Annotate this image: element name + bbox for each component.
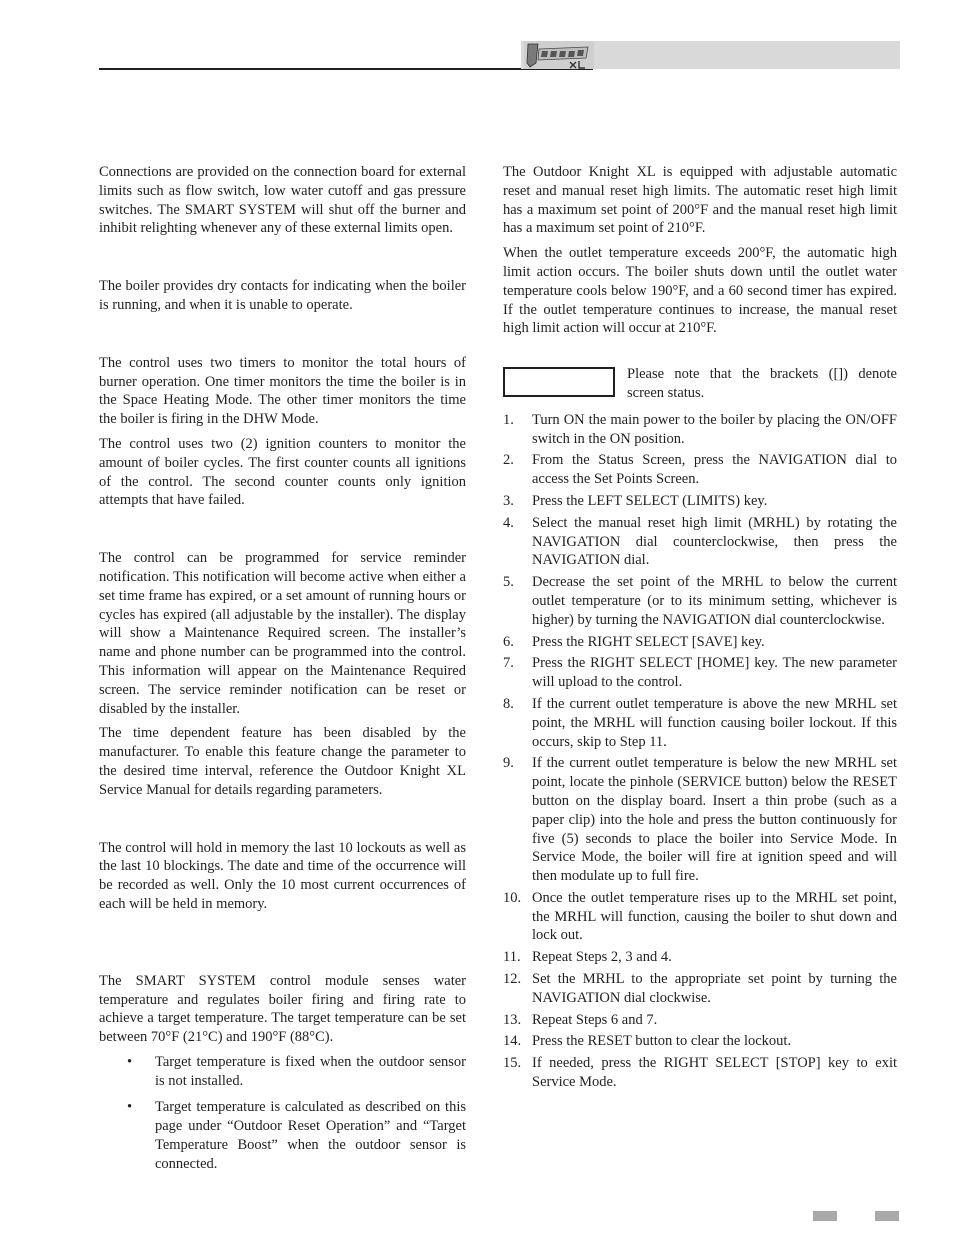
error-logging-paragraph: The control will hold in memory the last 10 lockouts as well as the last 10 blockings. The date and time of the occurrence will be recorded as well. Only the 10 most current occurrences of each will be held in memory. — [99, 839, 466, 912]
footer-tab-right — [875, 1211, 899, 1221]
step-number: 8. — [503, 695, 514, 712]
ignition-counters-paragraph: The control uses two (2) ignition counters to monitor the amount of boiler cycles. The first counter counts all ignitions of the control. The second counter counts only ignition attempts that have failed. — [99, 435, 466, 509]
step-number: 6. — [503, 633, 514, 650]
step-text: Repeat Steps 2, 3 and 4. — [532, 949, 672, 966]
header-rule — [99, 68, 593, 70]
high-limits-paragraph: The Outdoor Knight XL is equipped with adjustable automatic reset and manual reset high limits. The automatic reset high limit has a maximum set point of 200°F and the manual reset high limit has a maximum set point of 210°F. — [503, 164, 897, 237]
step-text: Press the LEFT SELECT (LIMITS) key. — [532, 492, 768, 509]
step-item — [503, 889, 897, 945]
step-item — [503, 1054, 897, 1092]
target-temperature-bullets — [99, 1053, 466, 1174]
service-reminder-paragraph: The control can be programmed for service reminder notification. This notification will become active when either a set time frame has expired, or a set amount of running hours or cycles has expired (all adjustable by the installer). The display will show a Maintenance Required screen. The installer’s name and phone number can be programmed into the control. This information will appear on the Maintenance Required screen. The service reminder notification can be reset or disabled by the installer. — [99, 550, 466, 717]
step-text: Decrease the set point of the MRHL to below the current outlet temperature (or to its minimum setting, whichever is higher) by turning the NAVIGATION dial counterclockwise. — [532, 574, 897, 628]
bullet-mark: • — [127, 1053, 133, 1070]
bullet-item — [99, 1053, 466, 1091]
step-item — [503, 492, 897, 511]
step-item — [503, 948, 897, 967]
step-number: 14. — [503, 1033, 522, 1050]
step-item — [503, 633, 897, 652]
step-text: Press the RESET button to clear the lockout. — [532, 1033, 792, 1050]
step-number: 13. — [503, 1011, 522, 1028]
high-limit-action-paragraph: When the outlet temperature exceeds 200°F, the automatic high limit action occurs. The boiler shuts down until the outlet water temperature cools below 190°F, and a 60 second timer has expired. If the outlet temperature continues to increase, the manual reset high limit action will occur at 210°F. — [503, 245, 897, 337]
bullet-text: Target temperature is calculated as described on this page under “Outdoor Reset Operation” and “Target Temperature Boost” when the outdoor sensor is connected. — [155, 1099, 466, 1172]
step-text: If the current outlet temperature is above the new MRHL set point, the MRHL will function causing boiler lockout. If this occurs, skip to Step 11. — [532, 695, 897, 750]
notice-label-box — [503, 367, 615, 397]
step-number: 1. — [503, 411, 514, 428]
step-number: 3. — [503, 492, 514, 509]
run-time-timers-paragraph: The control uses two timers to monitor the total hours of burner operation. One timer monitors the time the boiler is in the Space Heating Mode. The other timer monitors the time the boiler is firing in the DHW Mode. — [99, 354, 466, 428]
step-text: If needed, press the RIGHT SELECT [STOP] key to exit Service Mode. — [532, 1055, 897, 1091]
step-text: From the Status Screen, press the NAVIGATION dial to access the Set Points Screen. — [532, 452, 897, 488]
right-column — [503, 163, 897, 1095]
step-item — [503, 1011, 897, 1030]
notice-text: Please note that the brackets ([]) denote screen status. — [627, 366, 897, 401]
step-number: 15. — [503, 1055, 522, 1072]
step-item — [503, 754, 897, 886]
step-item — [503, 411, 897, 449]
step-text: If the current outlet temperature is below the new MRHL set point, locate the pinhole (SERVICE button) below the RESET button on the display board. Insert a thin probe (such as a paper clip) into the hole and press the button continuously for five (5) seconds to place the boiler into Service Mode. In Service Mode, the boiler will fire at ignition speed and will then modulate up to full fire. — [532, 755, 897, 885]
time-dependent-paragraph: The time dependent feature has been disabled by the manufacturer. To enable this feature change the parameter to the desired time interval, reference the Outdoor Knight XL Service Manual for details regarding parameters. — [99, 725, 466, 798]
bullet-mark: • — [127, 1099, 133, 1116]
notice-block — [503, 365, 897, 403]
step-number: 4. — [503, 514, 514, 531]
footer-tab-left — [813, 1211, 837, 1221]
step-text: Once the outlet temperature rises up to the MRHL set point, the MRHL will function, causing the boiler to shut down and lock out. — [532, 889, 897, 944]
step-number: 7. — [503, 655, 514, 672]
step-item — [503, 573, 897, 629]
step-item — [503, 1032, 897, 1051]
bullet-text: Target temperature is fixed when the outdoor sensor is not installed. — [155, 1053, 466, 1089]
dry-contacts-paragraph: The boiler provides dry contacts for indicating when the boiler is running, and when it is unable to operate. — [99, 278, 466, 313]
step-item — [503, 514, 897, 570]
step-item — [503, 970, 897, 1008]
step-text: Press the RIGHT SELECT [SAVE] key. — [532, 633, 765, 650]
step-item — [503, 451, 897, 489]
step-text: Repeat Steps 6 and 7. — [532, 1011, 658, 1028]
knight-xl-logo — [524, 41, 594, 69]
step-number: 10. — [503, 889, 522, 906]
bullet-item — [99, 1098, 466, 1173]
target-temperature-paragraph: The SMART SYSTEM control module senses water temperature and regulates boiler firing and firing rate to achieve a target temperature. The target temperature can be set between 70°F (21°C) and 190°F (88°C). — [99, 972, 466, 1046]
step-number: 11. — [503, 949, 521, 966]
step-text: Set the MRHL to the appropriate set point by turning the NAVIGATION dial clockwise. — [532, 971, 897, 1006]
external-limits-paragraph: Connections are provided on the connection board for external limits such as flow switch, low water cutoff and gas pressure switches. The SMART SYSTEM will shut off the burner and inhibit relighting whenever any of these external limits open. — [99, 164, 466, 237]
step-text: Turn ON the main power to the boiler by placing the ON/OFF switch in the ON position. — [532, 411, 897, 447]
step-number: 2. — [503, 452, 514, 469]
step-item — [503, 654, 897, 692]
step-text: Press the RIGHT SELECT [HOME] key. The new parameter will upload to the control. — [532, 655, 897, 691]
mrhl-test-steps — [503, 411, 897, 1092]
step-number: 12. — [503, 971, 522, 988]
step-number: 9. — [503, 755, 514, 772]
step-text: Select the manual reset high limit (MRHL) by rotating the NAVIGATION dial counterclockwise, then press the NAVIGATION dial. — [532, 514, 897, 569]
step-number: 5. — [503, 574, 514, 591]
left-column — [99, 163, 466, 1182]
step-item — [503, 695, 897, 751]
